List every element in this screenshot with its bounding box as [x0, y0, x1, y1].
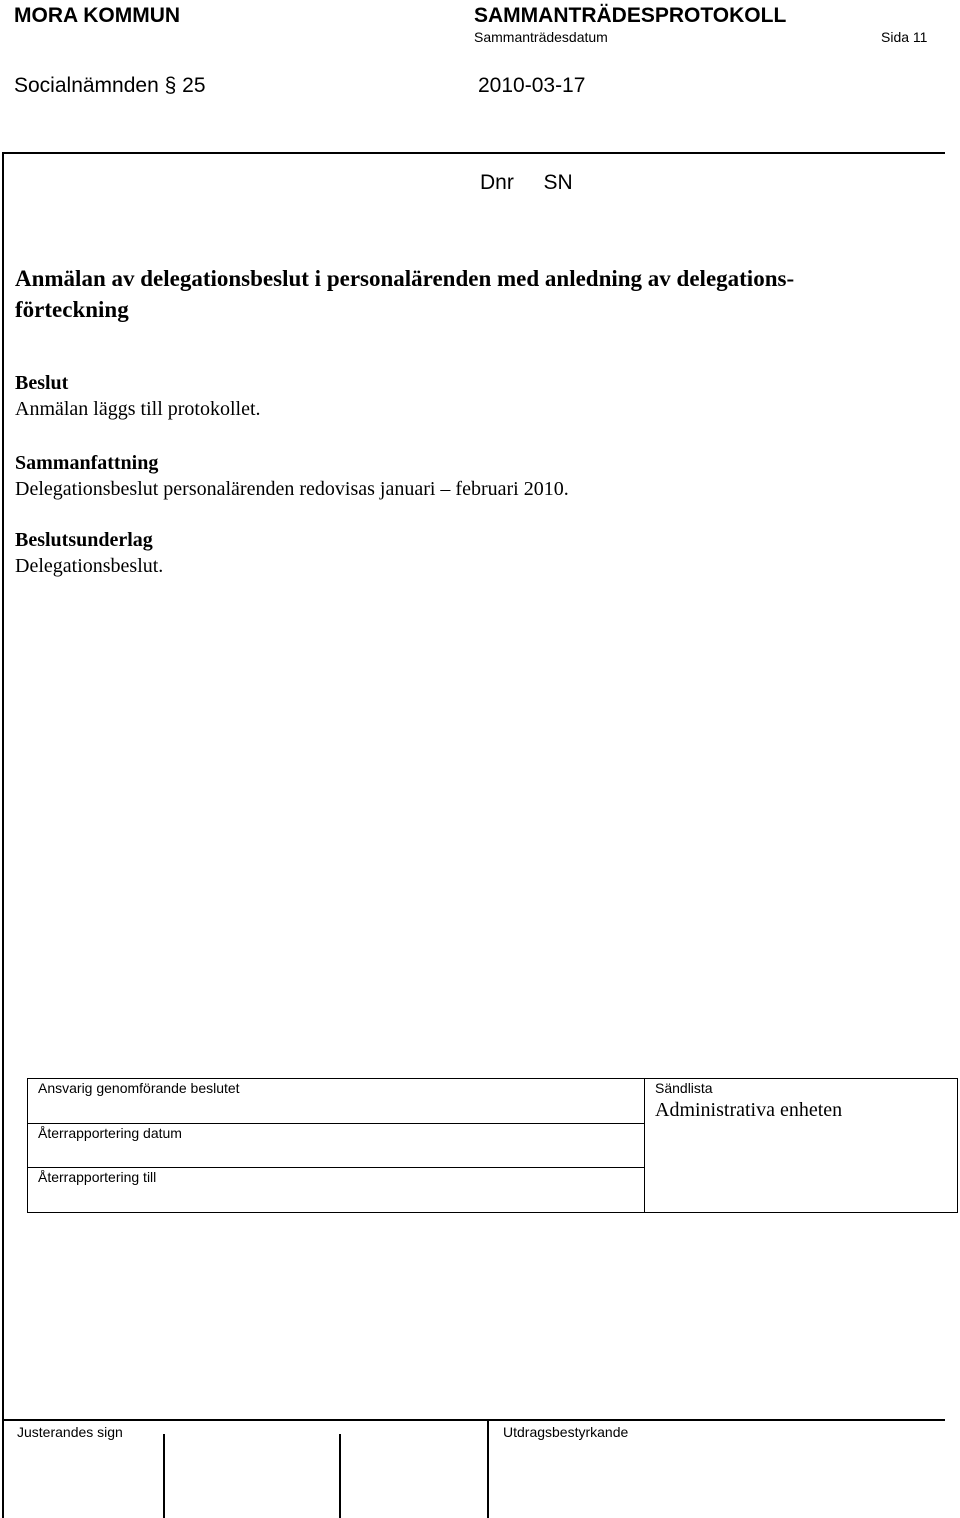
- basis-text: Delegationsbeslut.: [15, 555, 164, 577]
- distribution-value: Administrativa enheten: [655, 1099, 843, 1121]
- signature-divider-1: [163, 1434, 165, 1518]
- case-title-line-2: förteckning: [15, 297, 129, 322]
- responsible-cell: [27, 1078, 645, 1124]
- distribution-label: Sändlista: [655, 1080, 713, 1096]
- page-number: Sida 11: [881, 29, 928, 45]
- summary-heading: Sammanfattning: [15, 452, 159, 474]
- report-date-cell: [27, 1123, 645, 1168]
- summary-text: Delegationsbeslut personalärenden redovisas januari – februari 2010.: [15, 478, 569, 500]
- dnr-line: [480, 171, 573, 195]
- section-symbol: §: [164, 74, 177, 97]
- responsible-label: Ansvarig genomförande beslutet: [38, 1080, 240, 1096]
- signatures-label: Justerandes sign: [17, 1424, 123, 1440]
- decision-text: Anmälan läggs till protokollet.: [15, 398, 261, 420]
- certification-divider: [487, 1421, 489, 1518]
- certification-label: Utdragsbestyrkande: [503, 1424, 629, 1440]
- distribution-cell: [644, 1078, 958, 1213]
- footer-rule: [2, 1419, 945, 1421]
- committee-name: Socialnämnden: [14, 74, 159, 97]
- meeting-date-label: Sammanträdesdatum: [474, 29, 608, 45]
- basis-heading: Beslutsunderlag: [15, 529, 153, 551]
- meeting-date: 2010-03-17: [478, 74, 586, 97]
- report-date-label: Återrapportering datum: [38, 1125, 182, 1141]
- report-to-label: Återrapportering till: [38, 1169, 157, 1185]
- organization-name: MORA KOMMUN: [14, 4, 181, 27]
- committee-line: [14, 74, 206, 98]
- document-type: SAMMANTRÄDESPROTOKOLL: [474, 4, 787, 27]
- decision-heading: Beslut: [15, 372, 69, 394]
- dnr-label: Dnr: [480, 171, 514, 194]
- dnr-value: SN: [543, 171, 573, 194]
- section-number: 25: [182, 74, 206, 97]
- frame-top-rule: [2, 152, 945, 154]
- signature-divider-2: [339, 1434, 341, 1518]
- frame-left-rule: [2, 152, 4, 1518]
- case-title-line-1: Anmälan av delegationsbeslut i personalärenden med anledning av delegations-: [15, 266, 795, 291]
- report-to-cell: [27, 1167, 645, 1213]
